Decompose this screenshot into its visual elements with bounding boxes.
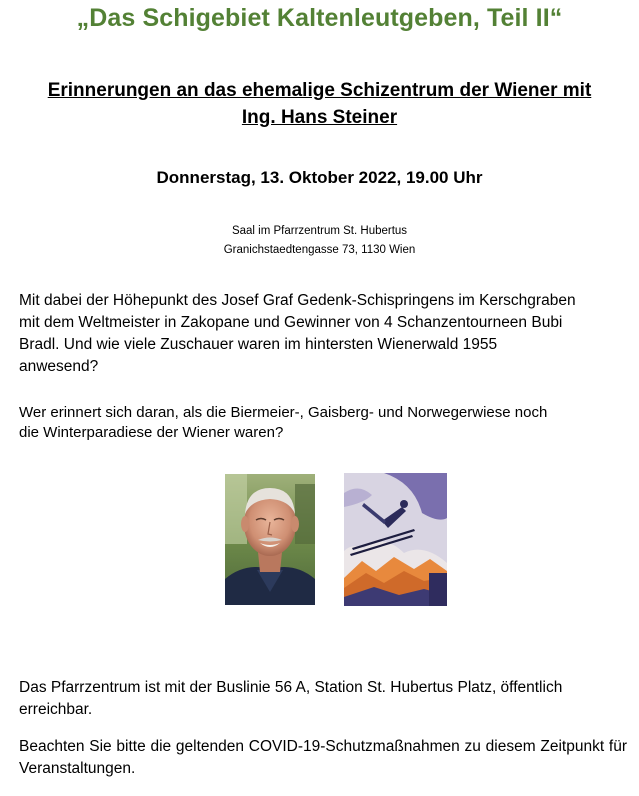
venue-name: Saal im Pfarrzentrum St. Hubertus: [231, 225, 408, 237]
question-paragraph: [19, 403, 629, 443]
event-subtitle: [10, 77, 629, 131]
description-paragraph: [19, 290, 629, 378]
event-venue: [0, 222, 639, 260]
paragraph2-line-2: die Winterparadiese der Wiener waren?: [19, 424, 284, 441]
covid-notice: Beachten Sie bitte die geltenden COVID-19-Schutzmaßnahmen zu diesem Zeitpunkt für Veranstaltungen.: [19, 738, 627, 777]
subtitle-line-1: Erinnerungen an das ehemalige Schizentrum der Wiener mit: [47, 80, 592, 101]
paragraph1-line-2: mit dem Weltmeister in Zakopane und Gewinner von 4 Schanzentourneen Bubi: [19, 314, 563, 331]
event-title: „Das Schigebiet Kaltenleutgeben, Teil II“: [76, 4, 563, 32]
paragraph3-line-1: Das Pfarrzentrum ist mit der Buslinie 56 A, Station St. Hubertus Platz, öffentlich: [19, 679, 563, 696]
transport-paragraph: [19, 677, 627, 721]
paragraph3-line-2: erreichbar.: [19, 701, 93, 718]
paragraph2-line-1: Wer erinnert sich daran, als die Biermeier-, Gaisberg- und Norwegerwiese noch: [19, 404, 548, 421]
event-date: Donnerstag, 13. Oktober 2022, 19.00 Uhr: [156, 168, 483, 187]
venue-address: Granichstaedtengasse 73, 1130 Wien: [223, 244, 416, 256]
paragraph1-line-4: anwesend?: [19, 358, 99, 375]
subtitle-line-2: Ing. Hans Steiner: [241, 107, 398, 128]
paragraph1-line-3: Bradl. Und wie viele Zuschauer waren im hintersten Wienerwald 1955: [19, 336, 498, 353]
ski-poster-image: [344, 473, 447, 606]
paragraph1-line-1: Mit dabei der Höhepunkt des Josef Graf Gedenk-Schispringens im Kerschgraben: [19, 292, 576, 309]
speaker-photo: [225, 474, 315, 605]
